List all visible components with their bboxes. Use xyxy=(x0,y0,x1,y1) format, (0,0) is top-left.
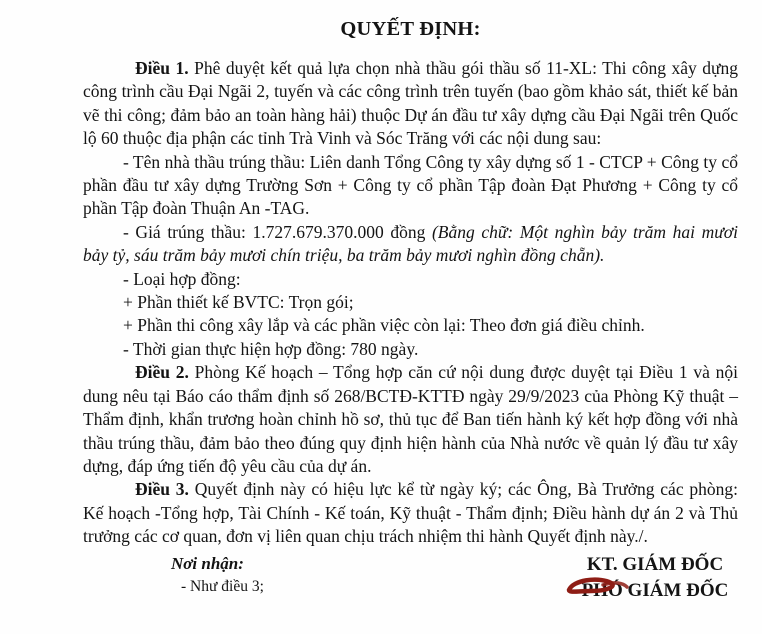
winning-price-text: - Giá trúng thầu: 1.727.679.370.000 đồng xyxy=(123,221,432,242)
article-3-label: Điều 3. xyxy=(135,479,189,500)
deputy-signer-title: PHÓ GIÁM ĐỐC xyxy=(581,579,729,601)
contract-duration-item xyxy=(83,338,738,361)
article-2-text: Phòng Kế hoạch – Tổng hợp căn cứ nội dung được duyệt tại Điều 1 và nội dung nêu tại Báo cáo thẩm định số 268/BCTĐ-KTTĐ ngày 29/9/2023 của Phòng Kỹ thuật – Thẩm định, khẩn trương hoàn chỉnh hồ sơ, thủ tục để Ban tiến hành ký kết hợp đồng với nhà thầu trúng thầu, đảm bảo theo đúng quy định hiện hành của Nhà nước về quản lý đầu tư xây dựng, đáp ứng tiến độ yêu cầu của dự án. xyxy=(83,362,739,476)
article-3-text: Quyết định này có hiệu lực kể từ ngày ký; các Ông, Bà Trưởng các phòng: Kế hoạch -Tổng hợp, Tài Chính - Kế toán, Kỹ thuật - Thẩm định; Điều hành dự án 2 và Thủ trưởng các cơ quan, đơn vị liên quan chịu trách nhiệm thi hành Quyết định này./. xyxy=(83,479,738,547)
recipient-item: - Như điều 3; xyxy=(181,577,264,595)
construction-part-item xyxy=(83,314,738,337)
contractor-name-text: - Tên nhà thầu trúng thầu: Liên danh Tổng Công ty xây dựng số 1 - CTCP + Công ty cổ phần đầu tư xây dựng Trường Sơn + Công ty cổ phần Tập đoàn Đạt Phương + Công ty cổ phần Tập đoàn Thuận An -TAG. xyxy=(83,151,738,219)
document-footer xyxy=(83,554,738,614)
contractor-name-item xyxy=(83,151,738,221)
contract-type-item xyxy=(83,268,738,291)
document-title: QUYẾT ĐỊNH: xyxy=(340,18,481,40)
article-2-label: Điều 2. xyxy=(135,362,189,383)
contract-type-text: - Loại hợp đồng: xyxy=(123,268,241,289)
design-part-item xyxy=(83,291,738,314)
contract-duration-text: - Thời gian thực hiện hợp đồng: 780 ngày. xyxy=(123,338,419,359)
recipients-label: Nơi nhận: xyxy=(171,553,244,573)
article-3-paragraph xyxy=(83,478,738,548)
construction-part-text: + Phần thi công xây lắp và các phần việc còn lại: Theo đơn giá điều chỉnh. xyxy=(123,315,645,336)
signature-block xyxy=(545,552,762,604)
article-1-text: Phê duyệt kết quả lựa chọn nhà thầu gói thầu số 11-XL: Thi công xây dựng công trình cầu Đại Ngãi 2, tuyến và các công trình trên tuyến (bao gồm khảo sát, thiết kế bản vẽ thi công; đảm bảo an toàn hàng hải) thuộc Dự án đầu tư xây dựng cầu Đại Ngãi trên Quốc lộ 60 thuộc địa phận các tỉnh Trà Vinh và Sóc Trăng với các nội dung sau: xyxy=(83,58,739,149)
article-1-paragraph xyxy=(83,57,738,151)
signer-title: KT. GIÁM ĐỐC xyxy=(586,553,724,575)
winning-price-item xyxy=(83,221,738,268)
design-part-text: + Phần thiết kế BVTC: Trọn gói; xyxy=(123,292,354,313)
recipients-block xyxy=(171,554,264,597)
article-2-paragraph xyxy=(83,361,738,478)
article-1-label: Điều 1. xyxy=(135,58,189,78)
price-in-words-text: (Bằng chữ: Một nghìn bảy trăm hai mươi bảy tỷ, sáu trăm bảy mươi chín triệu, ba trăm bảy mươi nghìn đồng chẵn). xyxy=(83,221,738,266)
